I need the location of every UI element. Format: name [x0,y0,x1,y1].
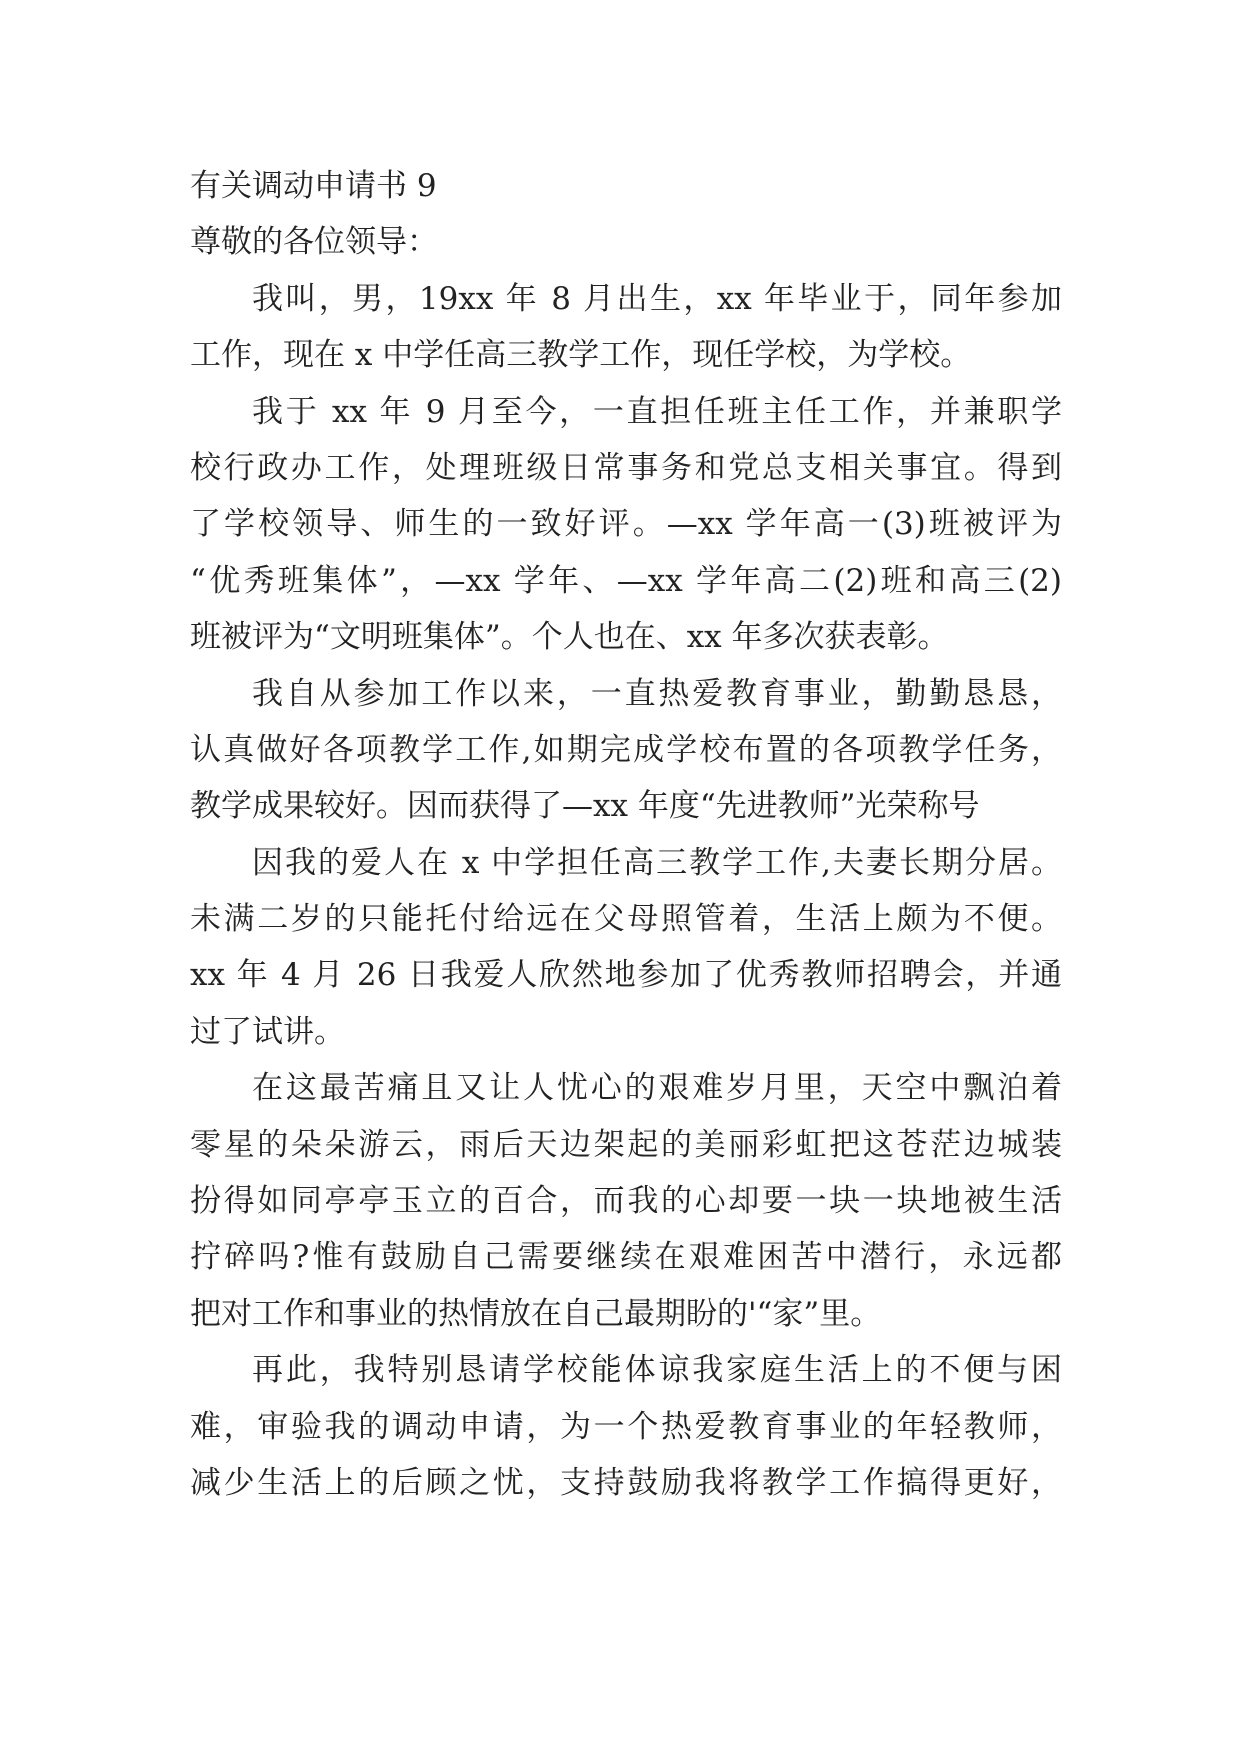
paragraph-line: 我自从参加工作以来，一直热爱教育事业，勤勤恳恳， [252,675,1062,712]
paragraph-line: “优秀班集体”，—xx 学年、—xx 学年高二(2)班和高三(2) [190,562,1062,599]
paragraph-line: 我于 xx 年 9 月至今，一直担任班主任工作，并兼职学 [252,393,1062,430]
salutation: 尊敬的各位领导： [190,224,438,261]
paragraph-line: 减少生活上的后顾之忧，支持鼓励我将教学工作搞得更好， [190,1464,1062,1501]
paragraph-line: 拧碎吗?惟有鼓励自己需要继续在艰难困苦中潜行，永远都 [190,1239,1062,1276]
paragraph-line: 校行政办工作，处理班级日常事务和党总支相关事宜。得到 [190,449,1062,486]
paragraph-line: 在这最苦痛且又让人忧心的艰难岁月里，天空中飘泊着 [252,1070,1062,1107]
paragraph-1 [190,271,1062,384]
document-title: 有关调动申请书 9 [190,168,437,204]
paragraph-line: 班被评为“文明班集体”。个人也在、xx 年多次获表彰。 [190,619,949,656]
paragraph-line: 未满二岁的只能托付给远在父母照管着，生活上颇为不便。 [190,901,1062,938]
paragraph-line: 难，审验我的调动申请，为一个热爱教育事业的年轻教师， [190,1408,1062,1445]
paragraph-line: 教学成果较好。因而获得了—xx 年度“先进教师”光荣称号 [190,788,980,825]
paragraph-4 [190,835,1062,1061]
paragraph-2 [190,384,1062,666]
paragraph-line: 了学校领导、师生的一致好评。—xx 学年高一(3)班被评为 [190,506,1062,543]
paragraph-line: 我叫，男，19xx 年 8 月出生，xx 年毕业于，同年参加 [252,280,1062,317]
paragraph-5 [190,1060,1062,1342]
paragraph-line: xx 年 4 月 26 日我爱人欣然地参加了优秀教师招聘会，并通 [190,957,1062,994]
paragraph-6 [190,1342,1062,1511]
document-body [190,158,1062,1511]
paragraph-line: 过了试讲。 [190,1013,345,1050]
paragraph-line: 因我的爱人在 x 中学担任高三教学工作,夫妻长期分居。 [252,844,1062,881]
paragraph-line: 工作，现在 x 中学任高三教学工作，现任学校，为学校。 [190,337,972,374]
paragraph-3 [190,666,1062,835]
paragraph-line: 扮得如同亭亭玉立的百合，而我的心却要一块一块地被生活 [190,1183,1062,1220]
paragraph-line: 认真做好各项教学工作,如期完成学校布置的各项教学任务， [190,731,1062,768]
paragraph-line: 再此，我特别恳请学校能体谅我家庭生活上的不便与困 [252,1352,1062,1389]
paragraph-line: 零星的朵朵游云，雨后天边架起的美丽彩虹把这苍茫边城装 [190,1126,1062,1163]
paragraph-line: 把对工作和事业的热情放在自己最期盼的'“家”里。 [190,1295,882,1332]
